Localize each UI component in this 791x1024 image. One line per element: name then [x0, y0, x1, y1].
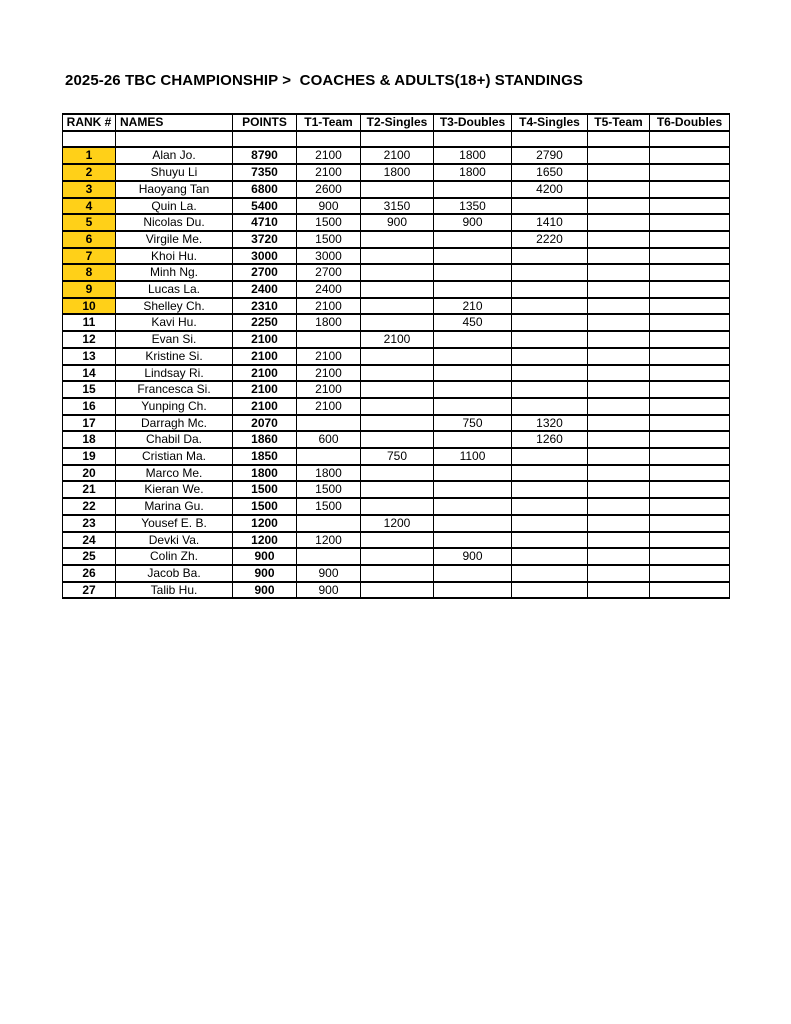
- t6-doubles-cell: [650, 281, 730, 298]
- points-cell: 1200: [233, 532, 297, 549]
- points-cell: 2100: [233, 398, 297, 415]
- t5-team-cell: [588, 465, 650, 482]
- t5-team-cell: [588, 448, 650, 465]
- name-cell: Yunping Ch.: [116, 398, 233, 415]
- t4-singles-cell: [512, 264, 588, 281]
- t4-singles-cell: 1260: [512, 431, 588, 448]
- rank-cell: 18: [63, 431, 116, 448]
- t4-singles-cell: [512, 448, 588, 465]
- points-cell: 3720: [233, 231, 297, 248]
- t6-doubles-cell: [650, 264, 730, 281]
- points-cell: 8790: [233, 147, 297, 164]
- name-cell: Kristine Si.: [116, 348, 233, 365]
- t3-doubles-cell: [434, 431, 512, 448]
- t6-doubles-cell: [650, 365, 730, 382]
- t2-singles-cell: [361, 181, 434, 198]
- t6-doubles-cell: [650, 415, 730, 432]
- t6-doubles-cell: [650, 331, 730, 348]
- t6-doubles-cell: [650, 532, 730, 549]
- t5-team-cell: [588, 348, 650, 365]
- spacer-row: [63, 131, 730, 148]
- points-cell: 1860: [233, 431, 297, 448]
- t3-doubles-cell: [434, 331, 512, 348]
- table-row: [63, 465, 730, 482]
- t2-singles-cell: [361, 248, 434, 265]
- t3-doubles-cell: [434, 231, 512, 248]
- t6-doubles-cell: [650, 515, 730, 532]
- table-row: [63, 331, 730, 348]
- t3-doubles-cell: 1100: [434, 448, 512, 465]
- t6-doubles-cell: [650, 565, 730, 582]
- points-cell: 1800: [233, 465, 297, 482]
- table-row: [63, 498, 730, 515]
- table-row: [63, 248, 730, 265]
- t2-singles-cell: [361, 532, 434, 549]
- t4-singles-cell: [512, 381, 588, 398]
- column-header-t5-team: T5-Team: [588, 114, 650, 131]
- t3-doubles-cell: [434, 498, 512, 515]
- table-row: [63, 381, 730, 398]
- rank-cell: 1: [63, 147, 116, 164]
- t3-doubles-cell: [434, 181, 512, 198]
- name-cell: Darragh Mc.: [116, 415, 233, 432]
- t1-team-cell: 2100: [297, 298, 361, 315]
- name-cell: Khoi Hu.: [116, 248, 233, 265]
- t2-singles-cell: 2100: [361, 331, 434, 348]
- rank-cell: 26: [63, 565, 116, 582]
- t5-team-cell: [588, 214, 650, 231]
- t3-doubles-cell: [434, 264, 512, 281]
- t4-singles-cell: [512, 248, 588, 265]
- t5-team-cell: [588, 498, 650, 515]
- points-cell: 900: [233, 548, 297, 565]
- t6-doubles-cell: [650, 214, 730, 231]
- t3-doubles-cell: 450: [434, 314, 512, 331]
- t2-singles-cell: [361, 298, 434, 315]
- table-row: [63, 181, 730, 198]
- points-cell: 4710: [233, 214, 297, 231]
- t2-singles-cell: 750: [361, 448, 434, 465]
- rank-cell: 21: [63, 481, 116, 498]
- points-cell: 2250: [233, 314, 297, 331]
- t5-team-cell: [588, 481, 650, 498]
- name-cell: Virgile Me.: [116, 231, 233, 248]
- t2-singles-cell: 1200: [361, 515, 434, 532]
- name-cell: Talib Hu.: [116, 582, 233, 599]
- standings-body: [63, 131, 730, 599]
- table-row: [63, 398, 730, 415]
- name-cell: Shelley Ch.: [116, 298, 233, 315]
- t6-doubles-cell: [650, 381, 730, 398]
- name-cell: Minh Ng.: [116, 264, 233, 281]
- t5-team-cell: [588, 231, 650, 248]
- rank-cell: 9: [63, 281, 116, 298]
- points-cell: 2100: [233, 331, 297, 348]
- t6-doubles-cell: [650, 298, 730, 315]
- spacer-cell: [63, 131, 116, 148]
- t2-singles-cell: 900: [361, 214, 434, 231]
- rank-cell: 6: [63, 231, 116, 248]
- table-row: [63, 365, 730, 382]
- points-cell: 2100: [233, 381, 297, 398]
- table-row: [63, 198, 730, 215]
- name-cell: Colin Zh.: [116, 548, 233, 565]
- name-cell: Quin La.: [116, 198, 233, 215]
- table-row: [63, 231, 730, 248]
- t2-singles-cell: [361, 365, 434, 382]
- t6-doubles-cell: [650, 314, 730, 331]
- t6-doubles-cell: [650, 398, 730, 415]
- t6-doubles-cell: [650, 582, 730, 599]
- name-cell: Evan Si.: [116, 331, 233, 348]
- rank-cell: 17: [63, 415, 116, 432]
- t3-doubles-cell: [434, 532, 512, 549]
- spacer-cell: [588, 131, 650, 148]
- t5-team-cell: [588, 198, 650, 215]
- table-row: [63, 348, 730, 365]
- t3-doubles-cell: 900: [434, 548, 512, 565]
- name-cell: Marco Me.: [116, 465, 233, 482]
- points-cell: 2700: [233, 264, 297, 281]
- rank-cell: 11: [63, 314, 116, 331]
- t2-singles-cell: [361, 498, 434, 515]
- spacer-cell: [512, 131, 588, 148]
- rank-cell: 24: [63, 532, 116, 549]
- t4-singles-cell: [512, 281, 588, 298]
- t4-singles-cell: [512, 565, 588, 582]
- t5-team-cell: [588, 565, 650, 582]
- name-cell: Lucas La.: [116, 281, 233, 298]
- t4-singles-cell: [512, 532, 588, 549]
- t3-doubles-cell: 900: [434, 214, 512, 231]
- t1-team-cell: 2100: [297, 348, 361, 365]
- points-cell: 6800: [233, 181, 297, 198]
- rank-cell: 15: [63, 381, 116, 398]
- t3-doubles-cell: [434, 281, 512, 298]
- t5-team-cell: [588, 548, 650, 565]
- t1-team-cell: 1500: [297, 231, 361, 248]
- rank-cell: 8: [63, 264, 116, 281]
- t4-singles-cell: [512, 481, 588, 498]
- column-header-t4-singles: T4-Singles: [512, 114, 588, 131]
- spacer-cell: [361, 131, 434, 148]
- standings-table: [62, 113, 730, 599]
- t4-singles-cell: [512, 198, 588, 215]
- column-header-points: POINTS: [233, 114, 297, 131]
- t1-team-cell: 2100: [297, 147, 361, 164]
- table-row: [63, 448, 730, 465]
- t1-team-cell: 1800: [297, 465, 361, 482]
- t4-singles-cell: 1410: [512, 214, 588, 231]
- table-row: [63, 264, 730, 281]
- t5-team-cell: [588, 264, 650, 281]
- points-cell: 2310: [233, 298, 297, 315]
- t4-singles-cell: [512, 582, 588, 599]
- t1-team-cell: [297, 415, 361, 432]
- t3-doubles-cell: [434, 398, 512, 415]
- t4-singles-cell: [512, 465, 588, 482]
- t1-team-cell: 2100: [297, 381, 361, 398]
- t3-doubles-cell: [434, 565, 512, 582]
- t1-team-cell: 2400: [297, 281, 361, 298]
- t1-team-cell: 900: [297, 198, 361, 215]
- spacer-cell: [297, 131, 361, 148]
- t1-team-cell: 900: [297, 582, 361, 599]
- t5-team-cell: [588, 582, 650, 599]
- rank-cell: 27: [63, 582, 116, 599]
- t1-team-cell: 2100: [297, 398, 361, 415]
- name-cell: Alan Jo.: [116, 147, 233, 164]
- t1-team-cell: 2600: [297, 181, 361, 198]
- t6-doubles-cell: [650, 231, 730, 248]
- t6-doubles-cell: [650, 548, 730, 565]
- t5-team-cell: [588, 248, 650, 265]
- points-cell: 1500: [233, 481, 297, 498]
- t3-doubles-cell: [434, 481, 512, 498]
- t2-singles-cell: 1800: [361, 164, 434, 181]
- t3-doubles-cell: [434, 248, 512, 265]
- t4-singles-cell: 1320: [512, 415, 588, 432]
- points-cell: 2100: [233, 365, 297, 382]
- t6-doubles-cell: [650, 498, 730, 515]
- rank-cell: 4: [63, 198, 116, 215]
- t6-doubles-cell: [650, 465, 730, 482]
- t4-singles-cell: [512, 331, 588, 348]
- t4-singles-cell: [512, 515, 588, 532]
- rank-cell: 22: [63, 498, 116, 515]
- table-row: [63, 582, 730, 599]
- points-cell: 2100: [233, 348, 297, 365]
- t3-doubles-cell: [434, 582, 512, 599]
- t5-team-cell: [588, 415, 650, 432]
- points-cell: 900: [233, 565, 297, 582]
- rank-cell: 23: [63, 515, 116, 532]
- t2-singles-cell: 2100: [361, 147, 434, 164]
- t5-team-cell: [588, 381, 650, 398]
- table-row: [63, 481, 730, 498]
- name-cell: Kavi Hu.: [116, 314, 233, 331]
- t4-singles-cell: 2790: [512, 147, 588, 164]
- t3-doubles-cell: 750: [434, 415, 512, 432]
- table-row: [63, 415, 730, 432]
- t2-singles-cell: [361, 264, 434, 281]
- name-cell: Shuyu Li: [116, 164, 233, 181]
- rank-cell: 19: [63, 448, 116, 465]
- t6-doubles-cell: [650, 164, 730, 181]
- t1-team-cell: 600: [297, 431, 361, 448]
- rank-cell: 25: [63, 548, 116, 565]
- table-row: [63, 532, 730, 549]
- t1-team-cell: 900: [297, 565, 361, 582]
- t5-team-cell: [588, 164, 650, 181]
- t6-doubles-cell: [650, 147, 730, 164]
- t4-singles-cell: [512, 365, 588, 382]
- t5-team-cell: [588, 431, 650, 448]
- name-cell: Cristian Ma.: [116, 448, 233, 465]
- column-header-t6-doubles: T6-Doubles: [650, 114, 730, 131]
- t1-team-cell: 1500: [297, 214, 361, 231]
- page-title: 2025-26 TBC CHAMPIONSHIP > COACHES & ADULTS(18+) STANDINGS: [65, 72, 583, 89]
- t2-singles-cell: [361, 231, 434, 248]
- name-cell: Nicolas Du.: [116, 214, 233, 231]
- table-row: [63, 298, 730, 315]
- spacer-cell: [116, 131, 233, 148]
- t3-doubles-cell: 210: [434, 298, 512, 315]
- spacer-cell: [233, 131, 297, 148]
- t4-singles-cell: [512, 398, 588, 415]
- t2-singles-cell: [361, 431, 434, 448]
- t6-doubles-cell: [650, 248, 730, 265]
- points-cell: 5400: [233, 198, 297, 215]
- points-cell: 900: [233, 582, 297, 599]
- t2-singles-cell: [361, 548, 434, 565]
- table-row: [63, 548, 730, 565]
- t4-singles-cell: [512, 314, 588, 331]
- rank-cell: 16: [63, 398, 116, 415]
- t5-team-cell: [588, 331, 650, 348]
- t1-team-cell: 2100: [297, 365, 361, 382]
- t3-doubles-cell: [434, 365, 512, 382]
- rank-cell: 20: [63, 465, 116, 482]
- t1-team-cell: 2700: [297, 264, 361, 281]
- t6-doubles-cell: [650, 198, 730, 215]
- table-row: [63, 281, 730, 298]
- t3-doubles-cell: [434, 348, 512, 365]
- points-cell: 2400: [233, 281, 297, 298]
- t2-singles-cell: [361, 348, 434, 365]
- rank-cell: 13: [63, 348, 116, 365]
- points-cell: 2070: [233, 415, 297, 432]
- t2-singles-cell: [361, 381, 434, 398]
- t2-singles-cell: [361, 481, 434, 498]
- points-cell: 1850: [233, 448, 297, 465]
- spacer-cell: [434, 131, 512, 148]
- t1-team-cell: 2100: [297, 164, 361, 181]
- t1-team-cell: 1200: [297, 532, 361, 549]
- t3-doubles-cell: [434, 515, 512, 532]
- t6-doubles-cell: [650, 431, 730, 448]
- table-row: [63, 164, 730, 181]
- t5-team-cell: [588, 532, 650, 549]
- column-header-t1-team: T1-Team: [297, 114, 361, 131]
- rank-cell: 14: [63, 365, 116, 382]
- name-cell: Kieran We.: [116, 481, 233, 498]
- t1-team-cell: [297, 515, 361, 532]
- points-cell: 1500: [233, 498, 297, 515]
- t5-team-cell: [588, 281, 650, 298]
- rank-cell: 5: [63, 214, 116, 231]
- t2-singles-cell: [361, 565, 434, 582]
- t4-singles-cell: [512, 498, 588, 515]
- t1-team-cell: 3000: [297, 248, 361, 265]
- rank-cell: 7: [63, 248, 116, 265]
- t3-doubles-cell: [434, 381, 512, 398]
- t2-singles-cell: [361, 314, 434, 331]
- t5-team-cell: [588, 314, 650, 331]
- table-row: [63, 515, 730, 532]
- points-cell: 3000: [233, 248, 297, 265]
- header-row: [63, 114, 730, 131]
- name-cell: Jacob Ba.: [116, 565, 233, 582]
- points-cell: 7350: [233, 164, 297, 181]
- t5-team-cell: [588, 147, 650, 164]
- name-cell: Devki Va.: [116, 532, 233, 549]
- t1-team-cell: 1500: [297, 498, 361, 515]
- rank-cell: 10: [63, 298, 116, 315]
- t2-singles-cell: [361, 415, 434, 432]
- t4-singles-cell: 1650: [512, 164, 588, 181]
- column-header-t3-doubles: T3-Doubles: [434, 114, 512, 131]
- t2-singles-cell: [361, 281, 434, 298]
- t4-singles-cell: 2220: [512, 231, 588, 248]
- t2-singles-cell: [361, 398, 434, 415]
- t3-doubles-cell: [434, 465, 512, 482]
- t2-singles-cell: [361, 582, 434, 599]
- name-cell: Chabil Da.: [116, 431, 233, 448]
- t4-singles-cell: [512, 348, 588, 365]
- t3-doubles-cell: 1350: [434, 198, 512, 215]
- t5-team-cell: [588, 298, 650, 315]
- name-cell: Marina Gu.: [116, 498, 233, 515]
- name-cell: Lindsay Ri.: [116, 365, 233, 382]
- t5-team-cell: [588, 365, 650, 382]
- table-row: [63, 214, 730, 231]
- rank-cell: 2: [63, 164, 116, 181]
- t4-singles-cell: [512, 298, 588, 315]
- spacer-cell: [650, 131, 730, 148]
- rank-cell: 12: [63, 331, 116, 348]
- t5-team-cell: [588, 181, 650, 198]
- t1-team-cell: [297, 448, 361, 465]
- rank-cell: 3: [63, 181, 116, 198]
- t6-doubles-cell: [650, 181, 730, 198]
- t3-doubles-cell: 1800: [434, 147, 512, 164]
- t2-singles-cell: 3150: [361, 198, 434, 215]
- table-row: [63, 147, 730, 164]
- t1-team-cell: [297, 548, 361, 565]
- table-row: [63, 431, 730, 448]
- table-row: [63, 314, 730, 331]
- t6-doubles-cell: [650, 348, 730, 365]
- t6-doubles-cell: [650, 448, 730, 465]
- t2-singles-cell: [361, 465, 434, 482]
- t6-doubles-cell: [650, 481, 730, 498]
- t1-team-cell: [297, 331, 361, 348]
- t4-singles-cell: 4200: [512, 181, 588, 198]
- t1-team-cell: 1500: [297, 481, 361, 498]
- column-header-t2-singles: T2-Singles: [361, 114, 434, 131]
- t5-team-cell: [588, 398, 650, 415]
- name-cell: Haoyang Tan: [116, 181, 233, 198]
- name-cell: Francesca Si.: [116, 381, 233, 398]
- t3-doubles-cell: 1800: [434, 164, 512, 181]
- column-header-rank: RANK #: [63, 114, 116, 131]
- t5-team-cell: [588, 515, 650, 532]
- t4-singles-cell: [512, 548, 588, 565]
- table-row: [63, 565, 730, 582]
- name-cell: Yousef E. B.: [116, 515, 233, 532]
- column-header-names: NAMES: [116, 114, 233, 131]
- points-cell: 1200: [233, 515, 297, 532]
- t1-team-cell: 1800: [297, 314, 361, 331]
